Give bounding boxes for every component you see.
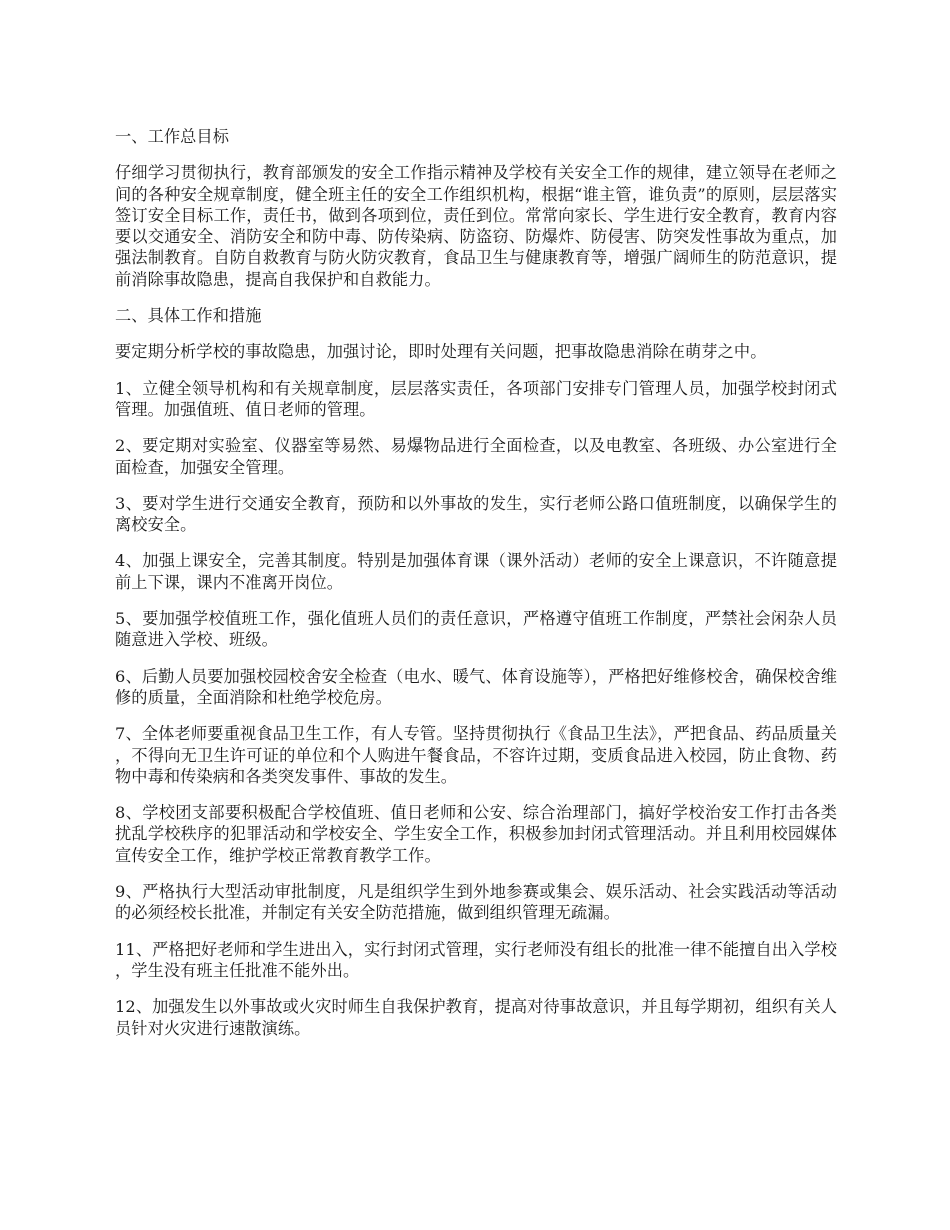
measure-item: 4、加强上课安全，完善其制度。特别是加强体育课（课外活动）老师的安全上课意识，不许随意提前上下课，课内不准离开岗位。 (115, 551, 837, 592)
measure-item: 6、后勤人员要加强校园校舍安全检查（电水、暖气、体育设施等），严格把好维修校舍，确保校舍维修的质量，全面消除和杜绝学校危房。 (115, 666, 837, 707)
document-body (115, 126, 837, 1054)
section-heading-goals: 一、工作总目标 (115, 127, 230, 146)
measure-item: 7、全体老师要重视食品卫生工作，有人专管。坚持贯彻执行《食品卫生法》，严把食品、药品质量关，不得向无卫生许可证的单位和个人购进午餐食品，不容许过期，变质食品进入校园，防止食物、药物中毒和传染病和各类突发事件、事故的发生。 (115, 724, 837, 786)
measure-item: 2、要定期对实验室、仪器室等易然、易爆物品进行全面检查，以及电教室、各班级、办公室进行全面检查，加强安全管理。 (115, 436, 837, 477)
measure-item: 8、学校团支部要积极配合学校值班、值日老师和公安、综合治理部门，搞好学校治安工作打击各类扰乱学校秩序的犯罪活动和学校安全、学生安全工作，积极参加封闭式管理活动。并且利用校园媒体宣传安全工作，维护学校正常教育教学工作。 (115, 803, 837, 865)
measure-item: 5、要加强学校值班工作，强化值班人员们的责任意识，严格遵守值班工作制度，严禁社会闲杂人员随意进入学校、班级。 (115, 609, 837, 650)
measure-item: 1、立健全领导机构和有关规章制度，层层落实责任，各项部门安排专门管理人员，加强学校封闭式管理。加强值班、值日老师的管理。 (115, 378, 837, 419)
measure-item: 3、要对学生进行交通安全教育，预防和以外事故的发生，实行老师公路口值班制度，以确保学生的离校安全。 (115, 493, 837, 535)
measure-item: 9、严格执行大型活动审批制度，凡是组织学生到外地参赛或集会、娱乐活动、社会实践活动等活动的必须经校长批准，并制定有关安全防范措施，做到组织管理无疏漏。 (115, 882, 837, 923)
measure-item: 11、严格把好老师和学生进出入，实行封闭式管理，实行老师没有组长的批准一律不能擅自出入学校，学生没有班主任批准不能外出。 (115, 939, 837, 980)
section-heading-measures: 二、具体工作和措施 (115, 306, 262, 326)
goals-paragraph: 仔细学习贯彻执行，教育部颁发的安全工作指示精神及学校有关安全工作的规律，建立领导在老师之间的各种安全规章制度，健全班主任的安全工作组织机构，根据“谁主管，谁负责”的原则，层层落实签订安全目标工作，责任书，做到各项到位，责任到位。常常向家长、学生进行安全教育，教育内容要以交通安全、消防安全和防中毒、防传染病、防盗窃、防爆炸、防侵害、防突发性事故为重点，加强法制教育。自防自救教育与防火防灾教育，食品卫生与健康教育等，增强广阔师生的防范意识，提前消除事故隐患，提高自我保护和自救能力。 (115, 163, 837, 289)
measure-item: 12、加强发生以外事故或火灾时师生自我保护教育，提高对待事故意识，并且每学期初，组织有关人员针对火灾进行速散演练。 (115, 997, 837, 1038)
measures-intro-paragraph: 要定期分析学校的事故隐患，加强讨论，即时处理有关问题，把事故隐患消除在萌芽之中。 (115, 342, 767, 362)
